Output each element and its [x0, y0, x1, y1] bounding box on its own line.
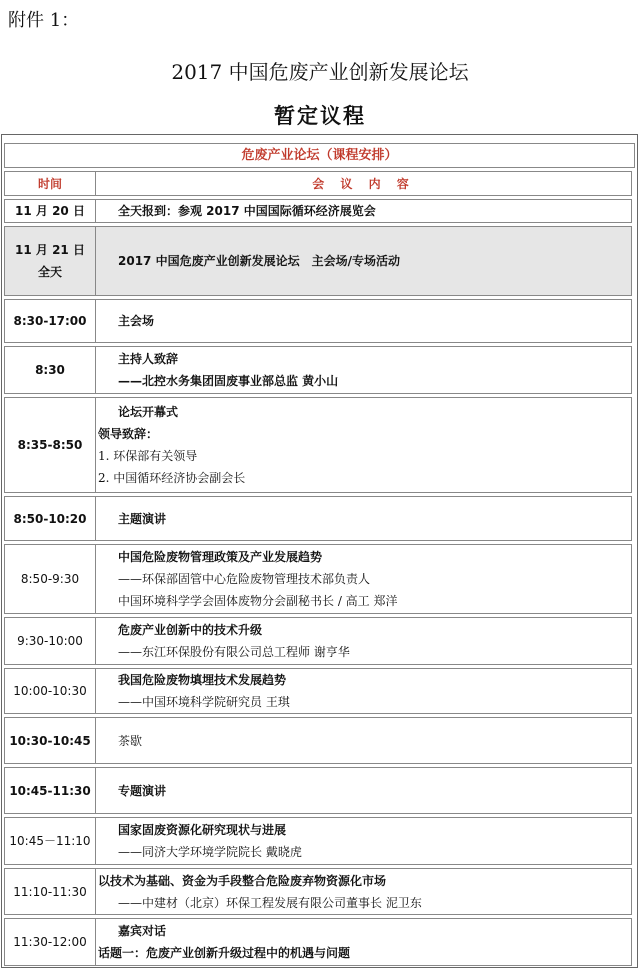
- row-content: 主题演讲: [118, 511, 167, 526]
- row-line: ——北控水务集团固废事业部总监 黄小山: [118, 374, 339, 388]
- table-row: [4, 496, 632, 541]
- row-content: [96, 869, 631, 914]
- row-time: 11 月 21 日 全天: [5, 227, 96, 295]
- table-row: [4, 918, 632, 966]
- header-content: 会 议 内 容: [312, 176, 415, 191]
- table-row: [4, 397, 632, 493]
- page-title: 2017 中国危废产业创新发展论坛: [171, 60, 469, 84]
- row-content: [96, 919, 631, 965]
- table-row: [4, 717, 632, 764]
- row-time: 10:30-10:45: [5, 718, 96, 763]
- row-line: ——东江环保股份有限公司总工程师 谢亨华: [118, 645, 350, 659]
- table-row: [4, 199, 632, 223]
- row-line: ——中国环境科学院研究员 王琪: [118, 695, 290, 709]
- row-time: 10:45－11:10: [5, 818, 96, 864]
- row-line: 嘉宾对话: [118, 924, 167, 938]
- row-time: 8:50-10:20: [5, 497, 96, 540]
- row-line: 中国危险废物管理政策及产业发展趋势: [118, 550, 323, 564]
- row-time: 11 月 20 日: [5, 200, 96, 222]
- row-line: 中国环境科学学会固体废物分会副秘书长 / 高工 郑洋: [118, 594, 398, 608]
- row-content: 茶歇: [118, 733, 143, 748]
- row-content: 主会场: [118, 314, 155, 328]
- row-line: ——中建材（北京）环保工程发展有限公司董事长 泥卫东: [118, 895, 422, 910]
- row-line: 话题一：危废产业创新升级过程中的机遇与问题: [98, 946, 351, 960]
- row-line: 危废产业创新中的技术升级: [118, 623, 263, 637]
- row-line: 以技术为基础、资金为手段整合危险废弃物资源化市场: [98, 873, 387, 888]
- row-line: 我国危险废物填埋技术发展趋势: [118, 673, 287, 687]
- row-content: [96, 618, 631, 664]
- row-time: 8:30: [5, 347, 96, 393]
- row-content: [96, 545, 631, 613]
- row-line: 主持人致辞: [118, 352, 179, 366]
- row-content: [96, 398, 631, 492]
- row-content: [96, 669, 631, 713]
- row-time: 8:35-8:50: [5, 398, 96, 492]
- table-row: [4, 544, 632, 614]
- row-line: 2. 中国循环经济协会副会长: [98, 471, 246, 485]
- table-row: [4, 868, 632, 915]
- row-line: 领导致辞：: [98, 427, 159, 441]
- table-row: [4, 617, 632, 665]
- row-line: 1. 环保部有关领导: [98, 449, 198, 463]
- row-content: [96, 818, 631, 864]
- row-time: 8:50-9:30: [5, 545, 96, 613]
- table-row: [4, 226, 632, 296]
- row-time: 8:30-17:00: [5, 300, 96, 342]
- row-time: 11:30-12:00: [5, 919, 96, 965]
- row-content: 专题演讲: [118, 783, 167, 798]
- attachment-label: 附件 1：: [8, 10, 80, 31]
- row-content: 全天报到：参观 2017 中国国际循环经济展览会: [118, 204, 376, 218]
- row-time: 9:30-10:00: [5, 618, 96, 664]
- section-banner: 危废产业论坛（课程安排）: [4, 143, 635, 168]
- row-time: 10:45-11:30: [5, 768, 96, 813]
- row-time: 10:00-10:30: [5, 669, 96, 713]
- row-line: ——环保部固管中心危险废物管理技术部负责人: [118, 572, 371, 586]
- row-content: [96, 347, 631, 393]
- table-row: [4, 299, 632, 343]
- row-line: ——同济大学环境学院院长 戴晓虎: [118, 845, 302, 859]
- table-row: [4, 346, 632, 394]
- header-time: 时间: [5, 172, 96, 195]
- page-subtitle: 暂定议程: [274, 103, 366, 128]
- table-row: [4, 767, 632, 814]
- row-line: 国家固废资源化研究现状与进展: [118, 823, 287, 837]
- row-content: 2017 中国危废产业创新发展论坛 主会场/专场活动: [118, 254, 400, 268]
- row-time: 11:10-11:30: [5, 869, 96, 914]
- table-row: [4, 668, 632, 714]
- table-header: [4, 171, 632, 196]
- row-line: 论坛开幕式: [118, 405, 179, 419]
- table-row: [4, 817, 632, 865]
